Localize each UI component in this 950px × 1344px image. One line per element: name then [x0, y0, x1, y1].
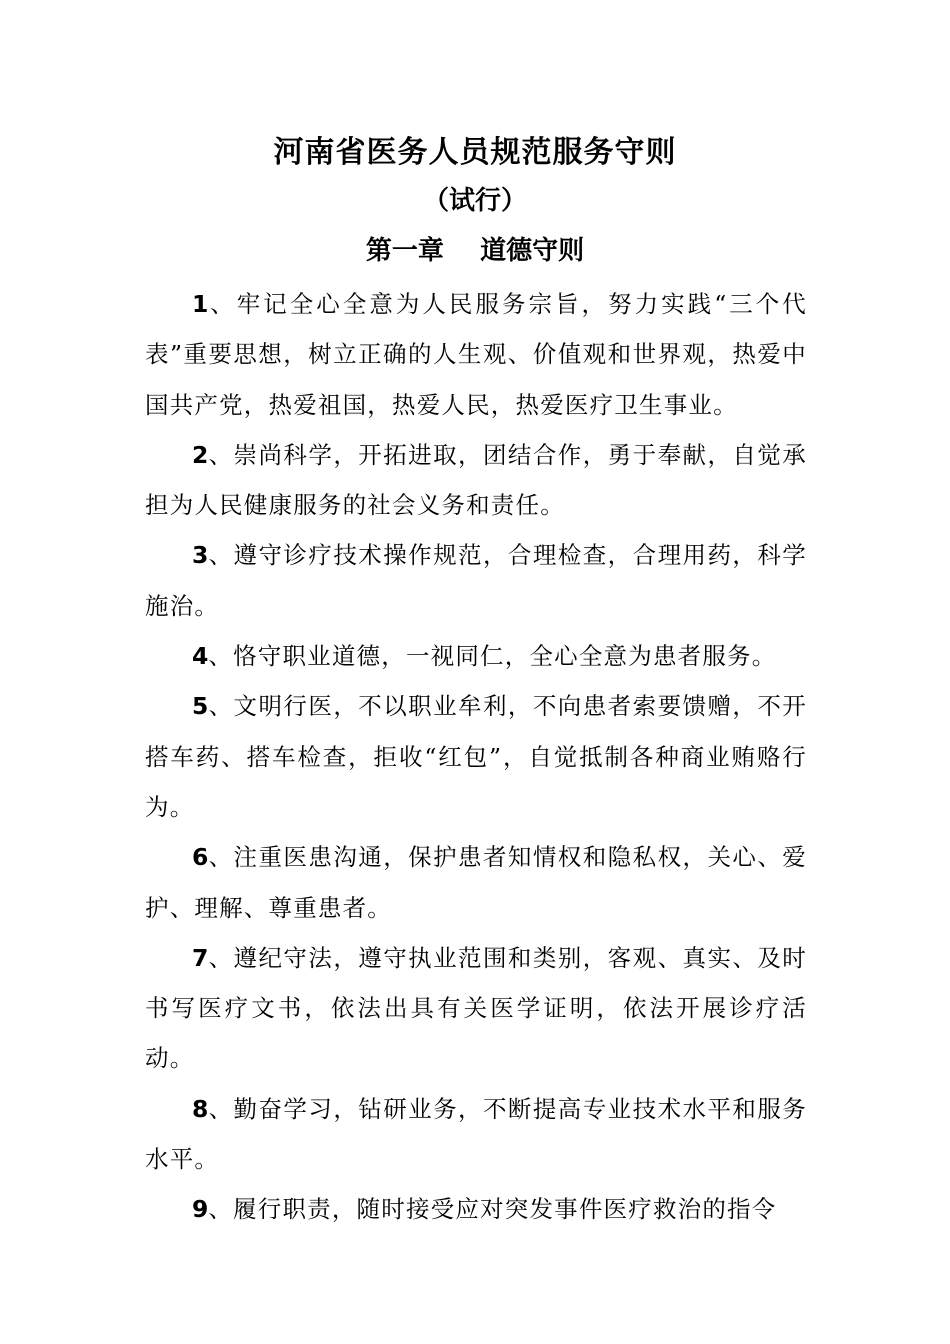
item-text: 、注重医患沟通，保护患者知情权和隐私权，关心、爱护、理解、尊重患者。: [145, 843, 807, 922]
item-number: 3: [192, 541, 209, 570]
chapter-heading: 第一章 道德守则: [365, 236, 585, 266]
item-text: 、文明行医，不以职业牟利，不向患者索要馈赠，不开搭车药、搭车检查，拒收“红包”，自觉抵制各种商业贿赂行为。: [145, 692, 807, 821]
item-text: 、恪守职业道德，一视同仁，全心全意为患者服务。: [208, 642, 777, 671]
paragraph-item-9: [145, 1184, 807, 1234]
item-number: 4: [192, 642, 209, 671]
item-number: 2: [192, 440, 209, 469]
item-text: 、履行职责，随时接受应对突发事件医疗救治的指令: [208, 1195, 777, 1224]
document-body: [145, 279, 807, 1235]
paragraph-item-8: [145, 1084, 807, 1185]
item-text: 、遵纪守法，遵守执业范围和类别，客观、真实、及时书写医疗文书，依法出具有关医学证明，依法开展诊疗活动。: [145, 943, 807, 1073]
paragraph-item-4: [145, 631, 807, 681]
paragraph-item-1: [145, 279, 807, 430]
paragraph-item-5: [145, 681, 807, 832]
item-text: 、牢记全心全意为人民服务宗旨，努力实践“三个代表”重要思想，树立正确的人生观、价值观和世界观，热爱中国共产党，热爱祖国，热爱人民，热爱医疗卫生事业。: [145, 290, 807, 419]
item-number: 1: [192, 290, 209, 318]
item-number: 7: [192, 943, 209, 972]
item-number: 9: [192, 1195, 209, 1224]
item-text: 、遵守诊疗技术操作规范，合理检查，合理用药，科学施治。: [145, 541, 807, 620]
paragraph-item-3: [145, 530, 807, 631]
paragraph-item-6: [145, 832, 807, 933]
document-title: 河南省医务人员规范服务守则: [273, 135, 677, 170]
paragraph-item-2: [145, 430, 807, 531]
item-text: 、崇尚科学，开拓进取，团结合作，勇于奉献，自觉承担为人民健康服务的社会义务和责任。: [145, 440, 807, 520]
item-number: 5: [192, 692, 209, 721]
item-number: 6: [192, 843, 209, 872]
paragraph-item-7: [145, 933, 807, 1084]
document-subtitle: （试行）: [422, 186, 527, 216]
item-number: 8: [192, 1094, 209, 1123]
item-text: 、勤奋学习，钻研业务，不断提高专业技术水平和服务水平。: [145, 1094, 807, 1174]
